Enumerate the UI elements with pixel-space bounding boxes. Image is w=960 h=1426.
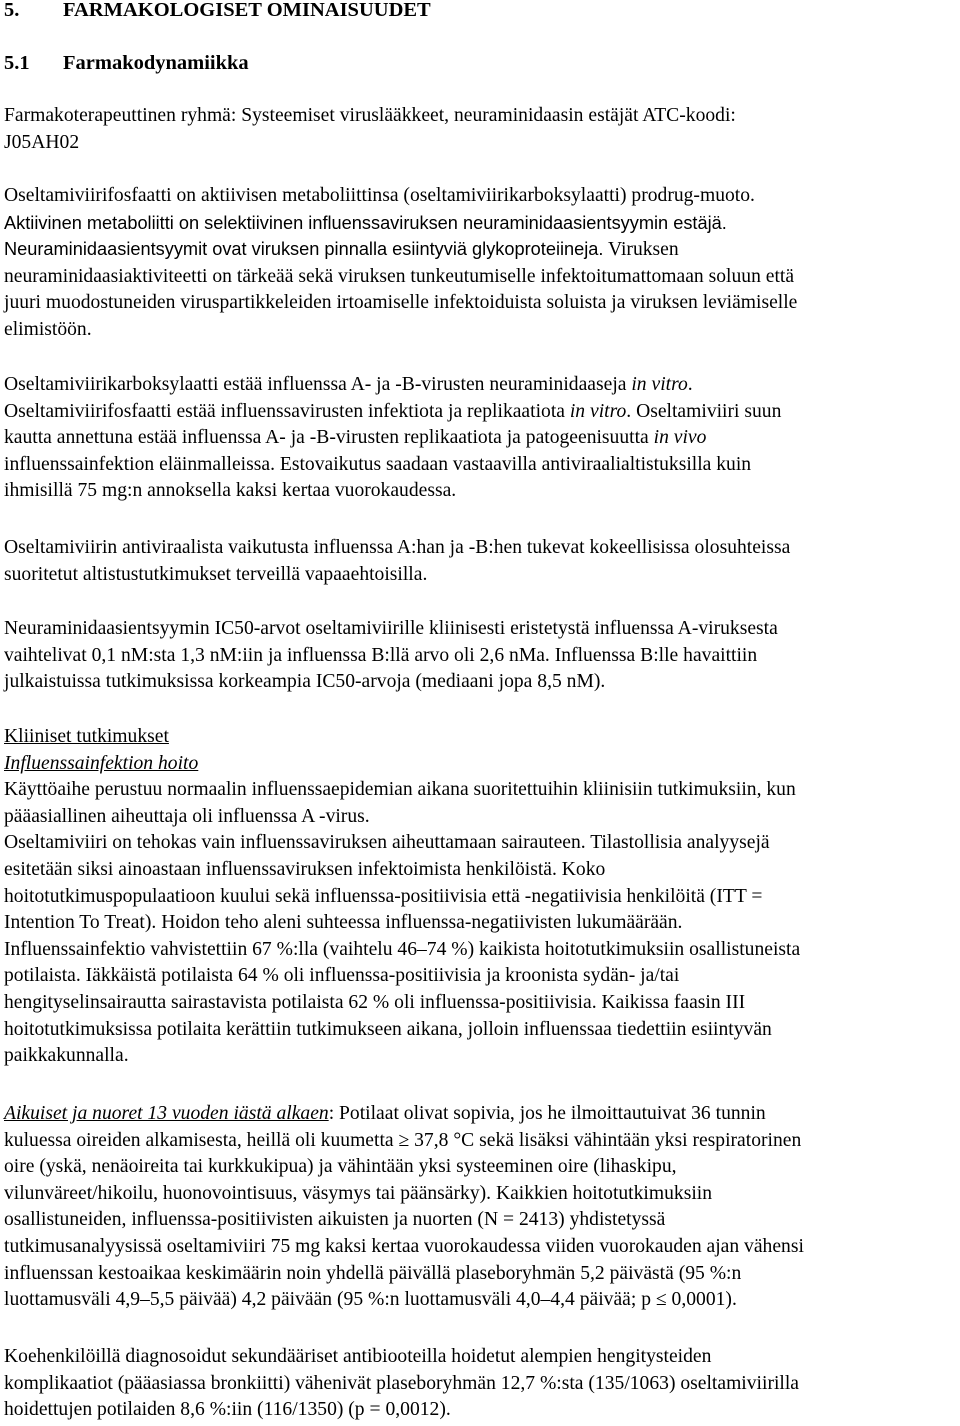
text-line: . (687, 374, 693, 395)
clinical-heading: Kliiniset tutkimukset (4, 726, 169, 747)
mechanism-paragraph (4, 183, 956, 344)
subsection-number: 5.1 (4, 52, 30, 74)
clinical-section (4, 724, 956, 1070)
text-line: Oseltamiviiri on tehokas vain influenssaviruksen aiheuttamaan sairauteen. Tilastollisia analyysejä (4, 832, 770, 854)
section-heading (4, 0, 431, 24)
text-line: Oseltamiviirifosfaatti estää influenssavirusten infektiota ja replikaatiota (4, 400, 570, 422)
text-line: julkaistuissa tutkimuksissa korkeampia IC50-arvoja (mediaani jopa 8,5 nM). (4, 671, 606, 693)
text-line: paikkakunnalla. (4, 1045, 129, 1067)
text-line: J05AH02 (4, 131, 80, 153)
text-line: Koehenkilöillä diagnosoidut sekundääriset antibiooteilla hoidetut alempien hengitysteiden (4, 1346, 712, 1367)
text-line: potilaista. Iäkkäistä potilaista 64 % oli influenssa-positiivisia ja kroonista sydän- ja/tai (4, 965, 680, 987)
text-line: kuluessa oireiden alkamisesta, heillä oli kuumetta ≥ 37,8 °C sekä lisäksi vähintään yksi respiratorinen (4, 1129, 802, 1151)
section-title: FARMAKOLOGISET OMINAISUUDET (63, 0, 431, 21)
text-line: Intention To Treat). Hoidon teho aleni suhteessa influenssa-negatiivisten lukumäärään. (4, 912, 683, 934)
text-line: Neuraminidaasientsyymin IC50-arvot oseltamiviirille kliinisesti eristetystä influenssa A-viruksesta (4, 618, 778, 639)
text-line: luottamusväli 4,9–5,5 päivää) 4,2 päivään (95 %:n luottamusväli 4,0–4,4 päivää; p ≤ 0,0001). (4, 1289, 737, 1311)
section-number: 5. (4, 0, 20, 21)
text-line: ihmisillä 75 mg:n annoksella kaksi kertaa vuorokaudessa. (4, 480, 457, 502)
italic-term: in vivo (653, 427, 707, 449)
text-line: tutkimusanalyysissä oseltamiviiri 75 mg kaksi kertaa vuorokaudessa viiden vuorokauden ajan vähensi (4, 1235, 804, 1257)
text-line: hoitotutkimuspopulaatioon kuului sekä influenssa-positiivisia että -negatiivisia henkilöitä (ITT = (4, 885, 763, 907)
clinical-subheading: Influenssainfektion hoito (4, 752, 199, 774)
text-line: Viruksen (603, 239, 679, 261)
invitro-paragraph (4, 372, 956, 505)
ic50-paragraph (4, 616, 956, 696)
text-line: osallistuneiden, influenssa-positiivisten aikuisten ja nuorten (N = 2413) yhdistetyssä (4, 1209, 666, 1231)
complications-paragraph (4, 1344, 956, 1424)
text-line: elimistöön. (4, 318, 92, 340)
text-line: . Oseltamiviiri suun (626, 400, 782, 422)
adults-label: Aikuiset ja nuoret 13 vuoden iästä alkaen (4, 1103, 329, 1124)
text-line: esitetään siksi ainoastaan influenssaviruksen infektoimista henkilöistä. Koko (4, 858, 606, 880)
text-line: Oseltamiviirifosfaatti on aktiivisen metaboliittinsa (oseltamiviirikarboksylaatti) prodrug-muoto. (4, 185, 755, 206)
text-line: hengityselinsairautta sairastavista potilaista 62 % oli influenssa-positiivisia. Kaikissa faasin III (4, 991, 746, 1013)
italic-term: in vitro (631, 374, 688, 395)
text-line: Influenssainfektio vahvistettiin 67 %:lla (vaihtelu 46–74 %) kaikista hoitotutkimuksiin osallistuneista (4, 938, 801, 960)
text-line: hoidettujen potilaiden 8,6 %:iin (116/1350) (p = 0,0012). (4, 1399, 451, 1421)
text-line: Oseltamiviirin antiviraalista vaikutusta influenssa A:han ja -B:hen tukevat kokeellisissa olosuhteissa (4, 537, 791, 558)
text-line: influenssainfektion eläinmalleissa. Estovaikutus saadaan vastaavilla antiviraalialtistuksilla kuin (4, 453, 752, 475)
text-line: Käyttöaihe perustuu normaalin influenssaepidemian aikana suoritettuihin kliinisiin tutkimuksiin, kun (4, 779, 796, 801)
text-line: Neuraminidaasientsyymit ovat viruksen pinnalla esiintyviä glykoproteiineja. (4, 239, 604, 260)
text-line: influenssan kestoaikaa keskimäärin noin yhdellä päivällä plaseboryhmän 5,2 päivästä (95 %:n (4, 1262, 742, 1284)
text-line: vaihtelivat 0,1 nM:sta 1,3 nM:iin ja influenssa B:llä arvo oli 2,6 nMa. Influenssa B:lle havaittiin (4, 644, 758, 666)
text-line: Oseltamiviirikarboksylaatti estää influenssa A- ja -B-virusten neuraminidaaseja (4, 374, 632, 395)
italic-term: in vitro (569, 400, 627, 422)
text-line: neuraminidaasiaktiviteetti on tärkeää sekä viruksen tunkeutumiselle infektoitumattomaan soluun että (4, 265, 795, 287)
text-line: suoritetut altistustutkimukset terveillä vapaaehtoisilla. (4, 563, 428, 585)
subsection-heading (4, 50, 249, 77)
text-line: kautta annettuna estää influenssa A- ja -B-virusten replikaatiota ja patogeenisuutta (4, 427, 654, 449)
text-line: juuri muodostuneiden viruspartikkeleiden irtoamiselle infektoiduista soluista ja viruksen leviämiselle (4, 292, 798, 314)
text-line: Farmakoterapeuttinen ryhmä: Systeemiset viruslääkkeet, neuraminidaasin estäjät ATC-koodi: (4, 105, 736, 126)
text-line: komplikaatiot (pääasiassa bronkiitti) vähenivät plaseboryhmän 12,7 %:sta (135/1063) oseltamiviirilla (4, 1372, 799, 1394)
text-line: pääasiallinen aiheuttaja oli influenssa A -virus. (4, 805, 370, 827)
antiviral-paragraph (4, 535, 956, 588)
atc-paragraph (4, 103, 956, 156)
text-line: oire (yskä, nenäoireita tai kurkkukipua) ja vähintään yksi systeeminen oire (lihaskipu, (4, 1156, 677, 1178)
text-line: : Potilaat olivat sopivia, jos he ilmoittautuivat 36 tunnin (328, 1103, 766, 1124)
adults-paragraph (4, 1101, 956, 1314)
text-line: hoitotutkimuksissa potilaita kerättiin tutkimukseen aikana, jolloin influenssaa tiedettiin esiintyvän (4, 1018, 772, 1040)
text-line: vilunväreet/hikoilu, huonovointisuus, väsymys tai päänsärky). Kaikkien hoitotutkimuksiin (4, 1182, 713, 1204)
subsection-title: Farmakodynamiikka (63, 52, 249, 74)
text-line: Aktiivinen metaboliitti on selektiivinen influenssaviruksen neuraminidaasientsyymin estäjä. (4, 212, 727, 233)
